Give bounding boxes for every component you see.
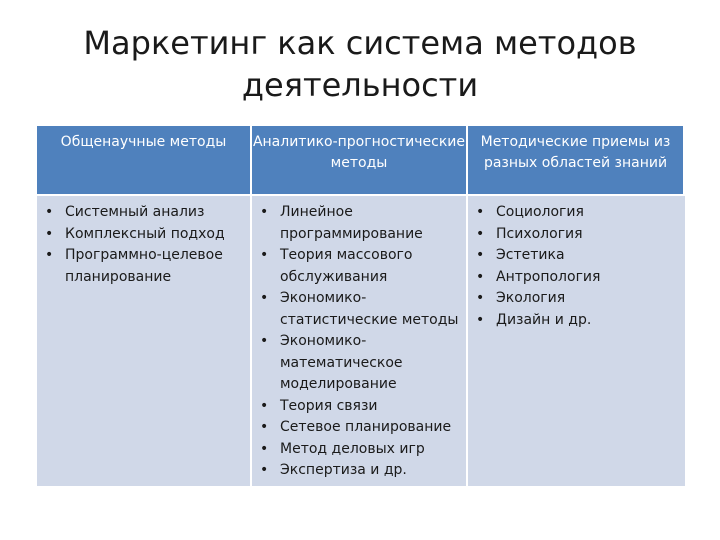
- bullet-icon: •: [45, 204, 54, 220]
- list-item: • Линейное программирование: [260, 204, 423, 242]
- column-header-analytic: Аналитико-прогностические методы: [252, 126, 468, 196]
- list-item: • Системный анализ: [43, 202, 246, 224]
- bullet-icon: •: [476, 268, 485, 285]
- bullet-icon: •: [260, 440, 269, 457]
- list-item: • Социология: [474, 202, 681, 224]
- column-header-methodical: Методические приемы из разных областей знаний: [468, 126, 685, 196]
- bullet-icon: •: [476, 225, 485, 242]
- list-item: • Дизайн и др.: [474, 310, 681, 332]
- bullet-icon: •: [260, 290, 269, 306]
- bullet-icon: •: [260, 419, 269, 435]
- list-methodical: [474, 202, 681, 331]
- list-item: • Программно-целевое планирование: [45, 247, 223, 285]
- bullet-icon: •: [260, 204, 269, 220]
- methods-table: [37, 126, 685, 486]
- bullet-icon: •: [476, 311, 485, 328]
- list-item: • Теория связи: [258, 396, 462, 418]
- bullet-icon: •: [260, 397, 269, 414]
- list-item: • Экспертиза и др.: [258, 460, 462, 482]
- bullet-icon: •: [260, 247, 269, 263]
- bullet-icon: •: [45, 247, 54, 263]
- list-item: • Экология: [474, 288, 681, 310]
- list-item: • Теория массового обслуживания: [260, 247, 413, 285]
- list-item: • Психология: [474, 224, 681, 246]
- list-item: • Антропология: [474, 267, 681, 289]
- list-item: • Эстетика: [474, 245, 681, 267]
- column-cell-analytic: [252, 196, 468, 486]
- list-item: • Экономико-статистические методы: [260, 290, 459, 328]
- bullet-icon: •: [476, 204, 485, 220]
- bullet-icon: •: [45, 225, 54, 242]
- list-item: • Экономико-математическое моделирование: [260, 333, 403, 392]
- list-item: • Комплексный подход: [43, 224, 246, 246]
- list-analytic: [258, 202, 462, 482]
- bullet-icon: •: [260, 333, 269, 349]
- list-item: • Сетевое планирование: [258, 417, 462, 439]
- bullet-icon: •: [476, 247, 485, 263]
- column-cell-general: [37, 196, 252, 486]
- column-header-general: Общенаучные методы: [37, 126, 252, 196]
- list-item: • Метод деловых игр: [258, 439, 462, 461]
- bullet-icon: •: [476, 290, 485, 306]
- bullet-icon: •: [260, 462, 269, 478]
- list-general: [43, 202, 246, 288]
- column-cell-methodical: [468, 196, 685, 486]
- page-title: Маркетинг как система методов деятельности: [83, 24, 637, 104]
